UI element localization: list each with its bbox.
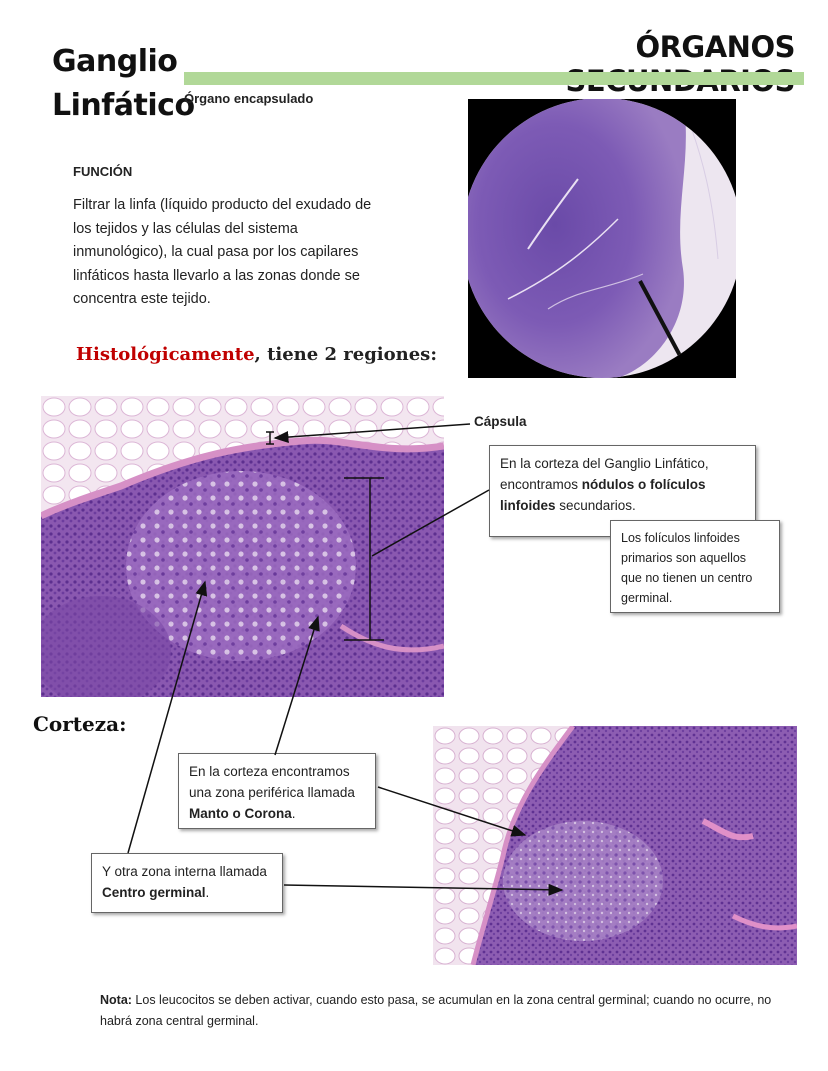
callout-mantle-post: . [291,806,296,821]
note-label: Nota: [100,993,132,1007]
note-text: Los leucocitos se deben activar, cuando esto pasa, se acumulan en la zona central germinal; cuando no ocurre, no habrá zona central germinal. [100,993,772,1028]
page-title-right: ÓRGANOS [635,30,795,64]
callout-cortex-nodules-bold: nódulos o folículos linfoides [500,477,706,513]
capsule-bracket [266,432,274,444]
callout-germinal-center-pre: Y otra zona interna llamada [102,864,267,879]
callout-primary-follicles-text: Los folículos linfoides primarios son aquellos que no tienen un centro germinal. [621,531,753,605]
callout-cortex-nodules-post: secundarios. [555,498,636,513]
callout-cortex-nodules-pre: En la corteza del Ganglio Linfático, encontramos [500,456,709,492]
germinal-arrow-top [128,582,205,853]
title-left-line2: Linfático [52,88,195,123]
mantle-arrow-top [275,617,318,755]
capsule-arrow [275,424,470,438]
function-heading: FUNCIÓN [73,164,133,179]
title-left-line1: Ganglio [52,44,178,79]
subtitle: Órgano encapsulado [184,91,314,106]
function-text: Filtrar la linfa (líquido producto del exudado de los tejidos y las células del sistema inmunológico), la cual pasa por los capilares linfáticos hasta llevarlo a las zonas donde se concentra este tejido. [73,197,372,307]
callout-mantle-pre: En la corteza encontramos una zona periférica llamada [189,764,355,800]
mantle-arrow-bottom [378,787,525,835]
callout-mantle-bold: Manto o Corona [189,806,292,821]
note-paragraph [100,990,780,1032]
cortex-callout-line [372,490,489,556]
callout-germinal-center-post: . [205,885,210,900]
histology-heading-red: Histológicamente [76,344,255,365]
cortex-bracket [344,478,384,640]
callout-germinal-center-bold: Centro germinal [102,885,206,900]
cortex-heading: Corteza: [33,712,127,736]
histology-heading-rest: , tiene 2 regiones: [254,344,437,365]
capsule-label: Cápsula [474,414,527,429]
germinal-arrow-bottom [284,885,562,890]
